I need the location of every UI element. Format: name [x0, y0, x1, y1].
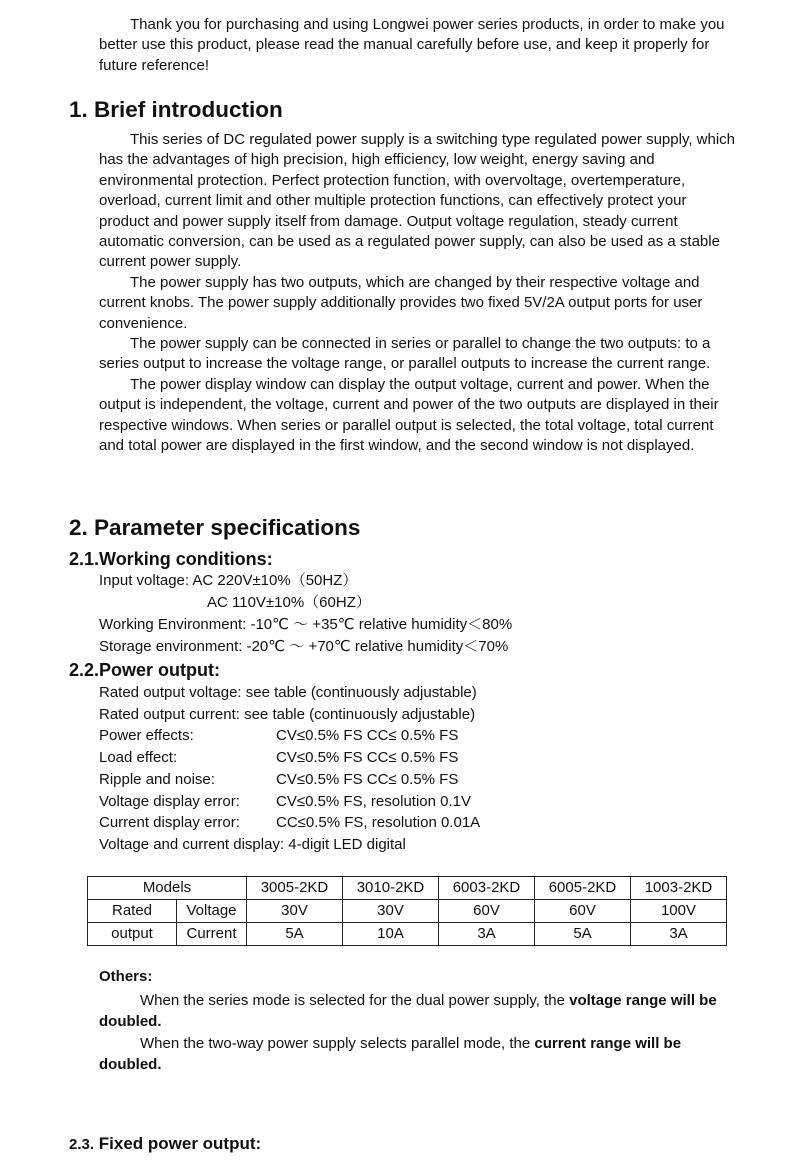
intro-paragraph: Thank you for purchasing and using Longwei power series products, in order to make you better use this product, please read the manual carefully before use, and keep it properly for future reference! [99, 16, 725, 74]
voltage-cell: 30V [247, 900, 343, 923]
section-1-body [99, 130, 739, 457]
power-output-heading: 2.2.Power output: [69, 660, 221, 680]
rated-voltage-line: Rated output voltage: see table (continuously adjustable) [99, 684, 477, 701]
power-output-list [99, 682, 480, 856]
rated-label-cell: Rated [88, 900, 177, 923]
current-cell: 10A [343, 923, 439, 946]
spec-label: Power effects: [99, 727, 194, 745]
table-row [88, 900, 727, 923]
voltage-label-cell: Voltage [177, 900, 247, 923]
model-cell: 3005-2KD [247, 877, 343, 900]
working-conditions-list [99, 570, 512, 658]
intro-paragraph-2: The power supply has two outputs, which are changed by their respective voltage and current knobs. The power supply additionally provides two fixed 5V/2A output ports for user convenience. [99, 273, 703, 332]
rated-current-line: Rated output current: see table (continuously adjustable) [99, 705, 476, 723]
spec-row [99, 747, 480, 769]
others-series-text: When the series mode is selected for the dual power supply, the [140, 991, 570, 1009]
spec-row [99, 791, 480, 813]
model-cell: 6005-2KD [535, 877, 631, 900]
section-1-heading: 1. Brief introduction [69, 97, 283, 122]
voltage-cell: 60V [439, 900, 535, 923]
spec-label: Voltage display error: [99, 792, 240, 810]
spec-row [99, 769, 480, 791]
fixed-output-heading [69, 1133, 261, 1156]
others-parallel-bold: current range will be doubled. [99, 1034, 682, 1073]
working-conditions-heading: 2.1.Working conditions: [69, 549, 273, 569]
current-cell: 5A [247, 923, 343, 946]
spec-row [99, 812, 480, 834]
model-cell: 6003-2KD [439, 877, 535, 900]
models-header-cell: Models [88, 877, 247, 900]
others-series-bold: voltage range will be doubled. [99, 991, 717, 1030]
section-2-heading: 2. Parameter specifications [69, 515, 361, 540]
spec-value: CV≤0.5% FS CC≤ 0.5% FS [276, 727, 459, 745]
input-voltage-line-2: AC 110V±10%（60HZ） [207, 594, 371, 611]
current-cell: 3A [439, 923, 535, 946]
others-block [99, 966, 739, 1076]
spec-label: Current display error: [99, 814, 240, 832]
spec-value: CV≤0.5% FS CC≤ 0.5% FS [276, 770, 459, 788]
spec-value: CV≤0.5% FS, resolution 0.1V [276, 792, 471, 810]
current-cell: 3A [631, 923, 727, 946]
others-title: Others: [99, 968, 153, 985]
spec-value: CC≤0.5% FS, resolution 0.01A [276, 814, 481, 832]
voltage-cell: 30V [343, 900, 439, 923]
intro-paragraph-4: The power display window can display the output voltage, current and power. When the output is independent, the voltage, current and power of the two outputs are displayed in their respective windows. When series or parallel output is selected, the total voltage, total current and total power are displayed in the first window, and the second window is not displayed. [99, 375, 719, 455]
fixed-output-number: 2.3. [69, 1136, 95, 1153]
intro-paragraph-1: This series of DC regulated power supply is a switching type regulated power supply, which has the advantages of high precision, high efficiency, low weight, energy saving and environmental protection. Perfect protection function, with overvoltage, overtemperature, overload, current limit and other multiple protection functions, can effectively protect your product and power supply itself from damage. Output voltage regulation, steady current automatic conversion, can be used as a regulated power supply, can also be used as a stable current power supply. [99, 131, 736, 271]
model-cell: 1003-2KD [631, 877, 727, 900]
output-label-cell: output [88, 923, 177, 946]
others-series-paragraph [99, 990, 739, 1033]
input-voltage-line: Input voltage: AC 220V±10%（50HZ） [99, 572, 358, 589]
voltage-cell: 60V [535, 900, 631, 923]
spec-label: Ripple and noise: [99, 770, 215, 788]
current-label-cell: Current [177, 923, 247, 946]
spec-value: CV≤0.5% FS CC≤ 0.5% FS [276, 749, 459, 767]
display-line: Voltage and current display: 4-digit LED digital [99, 835, 406, 853]
model-spec-table [87, 876, 727, 946]
storage-environment-line: Storage environment: -20℃ ～ +70℃ relative humidity＜70% [99, 638, 509, 655]
spec-row [99, 725, 480, 747]
current-cell: 5A [535, 923, 631, 946]
working-environment-line: Working Environment: -10℃ ～ +35℃ relative humidity＜80% [99, 616, 513, 633]
table-row [88, 923, 727, 946]
model-cell: 3010-2KD [343, 877, 439, 900]
others-parallel-paragraph [99, 1033, 739, 1076]
intro-paragraph-3: The power supply can be connected in series or parallel to change the two outputs: to a series output to increase the voltage range, or parallel outputs to increase the current range. [99, 335, 711, 373]
table-row [88, 877, 727, 900]
voltage-cell: 100V [631, 900, 727, 923]
fixed-output-title: Fixed power output: [94, 1134, 262, 1153]
spec-label: Load effect: [99, 749, 178, 767]
others-parallel-text: When the two-way power supply selects parallel mode, the [140, 1034, 535, 1052]
